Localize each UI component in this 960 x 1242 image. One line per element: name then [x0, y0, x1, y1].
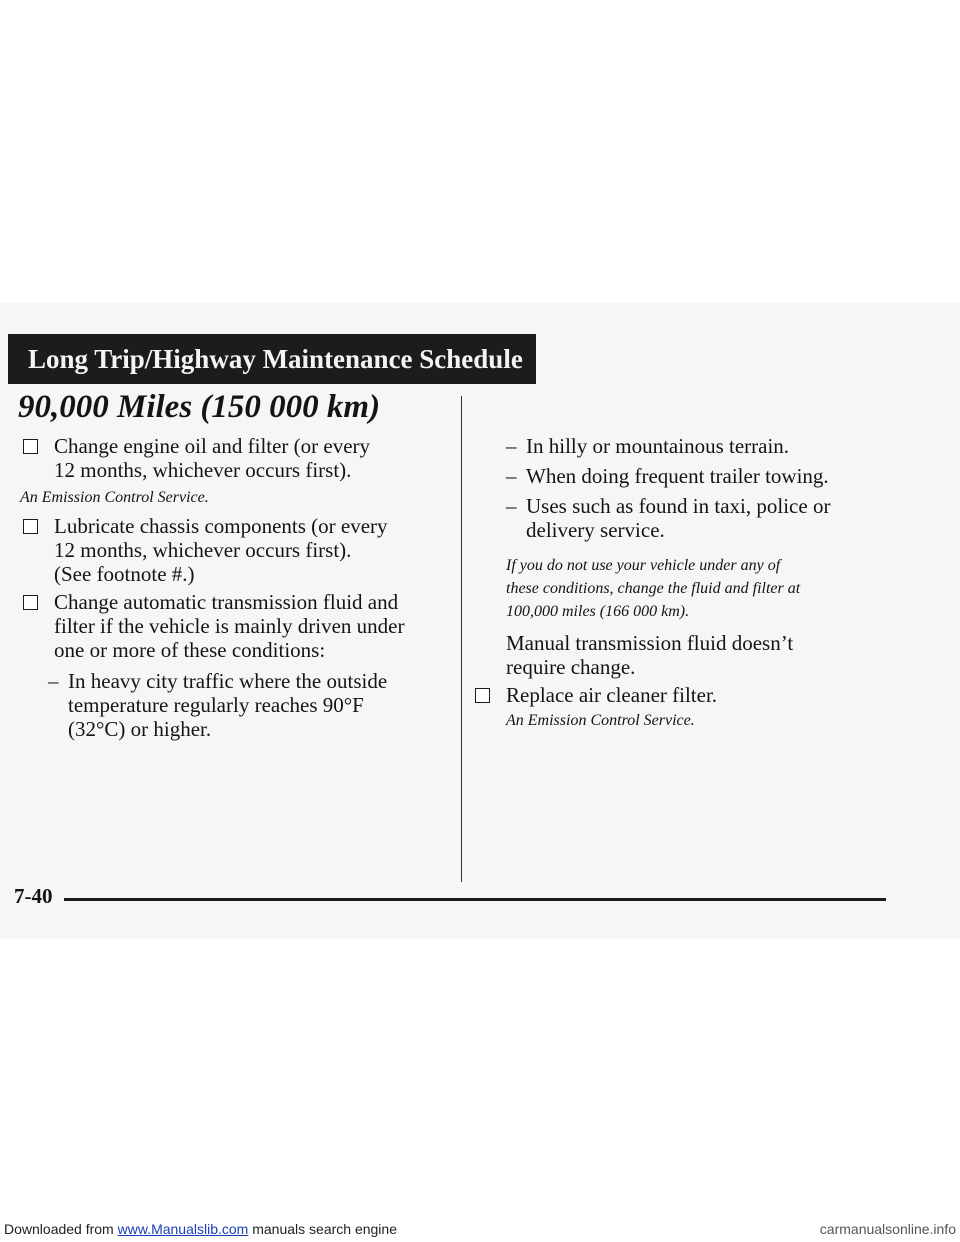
- mileage-title: 90,000 Miles (150 000 km): [18, 389, 381, 425]
- right-column: [478, 434, 878, 733]
- checkbox-icon[interactable]: [23, 595, 38, 610]
- dash-bullet: –: [48, 669, 59, 693]
- checklist-item-lubricate-chassis: Lubricate chassis components (or every 12 months, whichever occurs first). (See footnote #.): [20, 514, 440, 586]
- footer-rule: [64, 898, 886, 901]
- page-number: 7-40: [14, 884, 53, 908]
- watermark-text: carmanualsonline.info: [819, 1221, 956, 1237]
- manualslib-link[interactable]: www.Manualslib.com: [117, 1221, 249, 1237]
- left-column: [20, 434, 440, 741]
- manual-transmission-text: Manual transmission fluid doesn’t require change.: [506, 631, 794, 679]
- condition-hilly-terrain: – In hilly or mountainous terrain.: [506, 434, 790, 458]
- emission-note: An Emission Control Service.: [506, 712, 695, 729]
- dash-bullet: –: [506, 434, 517, 458]
- condition-taxi-police: – Uses such as found in taxi, police or delivery service.: [506, 494, 831, 542]
- column-divider: [461, 396, 462, 882]
- header-title: Long Trip/Highway Maintenance Schedule: [28, 344, 523, 374]
- checkbox-icon[interactable]: [23, 439, 38, 454]
- checklist-item-change-transmission-fluid: Change automatic transmission fluid and filter if the vehicle is mainly driven under one or more of these conditions:: [20, 590, 440, 662]
- section-header-bar: [8, 334, 536, 384]
- checklist-item-change-oil: Change engine oil and filter (or every 12 months, whichever occurs first).: [20, 434, 440, 482]
- checklist-item-replace-air-filter: Replace air cleaner filter.: [478, 683, 878, 707]
- condition-heavy-traffic: – In heavy city traffic where the outside temperature regularly reaches 90°F (32°C) or higher.: [48, 669, 388, 741]
- checkbox-icon[interactable]: [475, 688, 490, 703]
- condition-trailer-towing: – When doing frequent trailer towing.: [506, 464, 829, 488]
- checkbox-icon[interactable]: [23, 519, 38, 534]
- dash-bullet: –: [506, 494, 517, 518]
- download-credit: Downloaded from www.Manualslib.com manuals search engine: [4, 1221, 397, 1237]
- dash-bullet: –: [506, 464, 517, 488]
- transmission-note: If you do not use your vehicle under any of these conditions, change the fluid and filter at 100,000 miles (166 000 km).: [506, 557, 801, 620]
- emission-note: An Emission Control Service.: [20, 489, 209, 506]
